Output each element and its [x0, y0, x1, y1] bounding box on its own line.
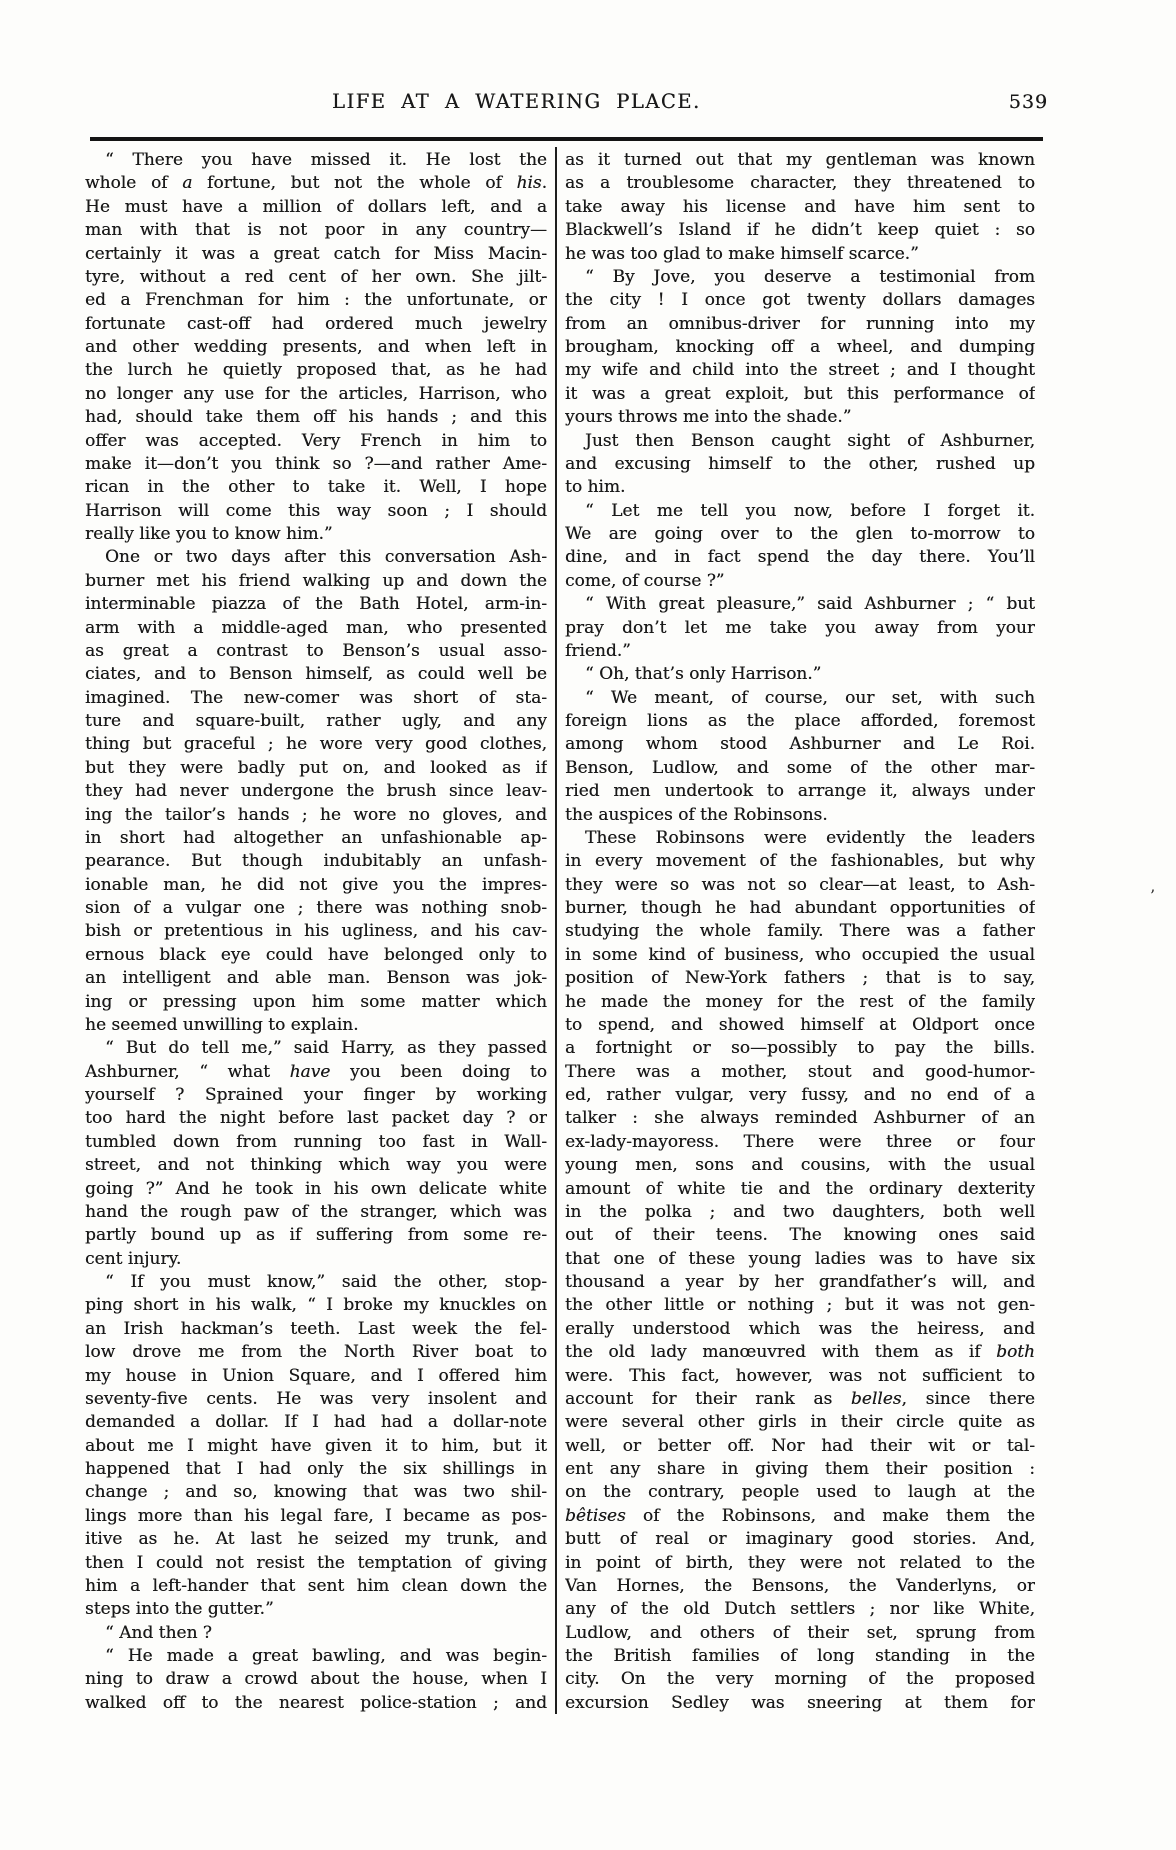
paragraph	[85, 546, 547, 1037]
text-line: among whom stood Ashburner and Le Roi.	[565, 734, 1035, 755]
text-line: He must have a million of dollars left, and a	[85, 196, 547, 217]
paragraph	[85, 1271, 547, 1622]
text-line: account for their rank as belles, since there	[565, 1388, 1035, 1409]
paragraph	[85, 1622, 547, 1645]
text-line: as it turned out that my gentleman was known	[565, 150, 1035, 170]
text-line: him a left-hander that sent him clean down the	[85, 1575, 547, 1596]
text-line: yourself ? Sprained your finger by working	[85, 1085, 547, 1105]
text-line: the auspices of the Robinsons.	[565, 804, 828, 825]
text-line: whole of a fortune, but not the whole of his.	[85, 173, 547, 194]
paragraph	[565, 266, 1035, 430]
text-line: come, of course ?”	[565, 570, 725, 591]
text-line: talker : she always reminded Ashburner of an	[565, 1108, 1035, 1129]
paragraph	[565, 430, 1035, 500]
text-line: take away his license and have him sent to	[565, 196, 1035, 217]
text-line: ent any share in giving them their position :	[565, 1459, 1035, 1479]
text-line: thing but graceful ; he wore very good clothes,	[85, 734, 547, 755]
text-line: pray don’t let me take you away from your	[565, 617, 1035, 638]
text-line: well, or better off. Nor had their wit or tal-	[565, 1435, 1035, 1456]
text-line: arm with a middle-aged man, who presented	[85, 617, 547, 638]
text-column-left	[85, 149, 547, 1715]
text-line: on the contrary, people used to laugh at the	[565, 1482, 1035, 1503]
text-line: the lurch he quietly proposed that, as he had	[85, 360, 547, 381]
text-line: in short had altogether an unfashionable ap-	[85, 827, 547, 848]
text-line: “ With great pleasure,” said Ashburner ; “ but	[585, 594, 1035, 615]
paragraph	[565, 687, 1035, 827]
text-line: ionable man, he did not give you the impres-	[85, 874, 547, 895]
text-line: Ludlow, and others of their set, sprung from	[565, 1622, 1035, 1643]
text-line: the city ! I once got twenty dollars damages	[565, 290, 1035, 311]
text-line: “ Oh, that’s only Harrison.”	[585, 664, 822, 685]
running-title: LIFE AT A WATERING PLACE.	[332, 90, 701, 113]
text-line: pearance. But though indubitably an unfash-	[85, 851, 547, 872]
text-line: position of New-York fathers ; that is to say,	[565, 968, 1035, 989]
text-line: brougham, knocking off a wheel, and dumping	[565, 337, 1035, 357]
page-number: 539	[1008, 91, 1048, 113]
text-line: were several other girls in their circle quite as	[565, 1412, 1035, 1433]
text-line: butt of real or imaginary good stories. And,	[565, 1529, 1035, 1550]
text-line: seventy-five cents. He was very insolent and	[85, 1388, 547, 1409]
text-line: but they were badly put on, and looked as if	[85, 757, 547, 778]
text-line: “ There you have missed it. He lost the	[105, 150, 547, 170]
text-line: they were so was not so clear—at least, to Ash-	[565, 874, 1035, 895]
text-line: burner met his friend walking up and down the	[85, 570, 547, 591]
text-line: “ And then ?	[105, 1622, 212, 1643]
text-line: tyre, without a red cent of her own. She jilt-	[85, 266, 547, 287]
text-line: from an omnibus-driver for running into my	[565, 313, 1035, 334]
text-line: happened that I had only the six shillings in	[85, 1459, 547, 1479]
text-line: no longer any use for the articles, Harrison, who	[85, 383, 547, 404]
text-line: rican in the other to take it. Well, I hope	[85, 477, 547, 498]
text-line: about me I might have given it to him, but it	[85, 1435, 547, 1456]
text-line: Benson, Ludlow, and some of the other mar-	[565, 757, 1035, 778]
text-line: as a troublesome character, they threatened to	[565, 173, 1035, 194]
text-line: lings more than his legal fare, I became as pos-	[85, 1505, 547, 1526]
text-line: really like you to know him.”	[85, 524, 333, 544]
text-line: were. This fact, however, was not sufficient to	[565, 1365, 1035, 1386]
paragraph	[85, 149, 547, 546]
text-line: ing the tailor’s hands ; he wore no gloves, and	[85, 804, 547, 825]
text-line: that one of these young ladies was to have six	[565, 1248, 1035, 1269]
text-line: an intelligent and able man. Benson was jok-	[85, 968, 547, 989]
text-line: sion of a vulgar one ; there was nothing snob-	[85, 898, 547, 918]
text-line: yours throws me into the shade.”	[565, 407, 852, 428]
text-line: “ We meant, of course, our set, with such	[585, 687, 1035, 708]
text-line: had, should take them off his hands ; and this	[85, 407, 547, 428]
text-line: ed, rather vulgar, very fussy, and no end of a	[565, 1085, 1035, 1105]
text-line: ciates, and to Benson himself, as could well be	[85, 664, 547, 685]
text-line: ernous black eye could have belonged only to	[85, 944, 547, 965]
text-line: partly bound up as if suffering from some re-	[85, 1225, 547, 1246]
text-line: thousand a year by her grandfather’s will, and	[565, 1272, 1035, 1292]
text-line: city. On the very morning of the proposed	[565, 1669, 1035, 1690]
text-line: the British families of long standing in the	[565, 1646, 1035, 1666]
text-line: ture and square-built, rather ugly, and any	[85, 711, 547, 731]
text-line: Ashburner, “ what have you been doing to	[85, 1061, 547, 1082]
text-line: dine, and in fact spend the day there. You’ll	[565, 547, 1035, 568]
paragraph	[565, 827, 1035, 1715]
text-line: These Robinsons were evidently the leaders	[585, 827, 1035, 848]
text-line: he seemed unwilling to explain.	[85, 1014, 359, 1035]
text-line: studying the whole family. There was a father	[565, 921, 1035, 942]
text-line: Just then Benson caught sight of Ashburner,	[585, 430, 1035, 451]
text-line: a fortnight or so—possibly to pay the bills.	[565, 1038, 1035, 1059]
text-line: cent injury.	[85, 1248, 182, 1269]
text-line: walked off to the nearest police-station ; and	[85, 1692, 547, 1713]
text-line: as great a contrast to Benson’s usual asso-	[85, 640, 547, 661]
text-line: my house in Union Square, and I offered him	[85, 1365, 547, 1386]
text-line: bish or pretentious in his ugliness, and his cav-	[85, 921, 547, 942]
column-divider	[555, 147, 557, 1714]
text-line: the old lady manœuvred with them as if both	[565, 1342, 1035, 1363]
paragraph	[565, 500, 1035, 594]
text-line: steps into the gutter.”	[85, 1599, 274, 1620]
text-line: We are going over to the glen to-morrow to	[565, 524, 1035, 544]
text-line: ried men undertook to arrange it, always under	[565, 781, 1035, 802]
text-line: One or two days after this conversation Ash-	[105, 547, 547, 568]
header-rule	[90, 137, 1043, 141]
text-line: out of their teens. The knowing ones said	[565, 1225, 1035, 1246]
text-line: “ If you must know,” said the other, stop-	[105, 1272, 547, 1292]
text-line: it was a great exploit, but this performance of	[565, 383, 1035, 404]
text-line: they had never undergone the brush since leav-	[85, 781, 547, 802]
text-line: in the polka ; and two daughters, both well	[565, 1201, 1035, 1222]
text-line: to spend, and showed himself at Oldport once	[565, 1014, 1035, 1035]
paragraph	[565, 593, 1035, 663]
text-line: he was too glad to make himself scarce.”	[565, 243, 919, 264]
text-line: ping short in his walk, “ I broke my knuckles on	[85, 1295, 547, 1316]
text-line: then I could not resist the temptation of giving	[85, 1552, 547, 1573]
text-line: street, and not thinking which way you were	[85, 1155, 547, 1176]
text-line: “ Let me tell you now, before I forget it.	[585, 500, 1035, 521]
text-line: ning to draw a crowd about the house, when I	[85, 1669, 547, 1690]
text-line: “ By Jove, you deserve a testimonial from	[585, 266, 1035, 287]
text-line: Van Hornes, the Bensons, the Vanderlyns, or	[565, 1575, 1035, 1596]
text-line: fortunate cast-off had ordered much jewelry	[85, 313, 547, 334]
text-line: in some kind of business, who occupied the usual	[565, 944, 1035, 965]
text-line: any of the old Dutch settlers ; nor like White,	[565, 1599, 1035, 1620]
text-line: hand the rough paw of the stranger, which was	[85, 1201, 547, 1222]
text-line: he made the money for the rest of the family	[565, 991, 1035, 1012]
text-line: ex-lady-mayoress. There were three or four	[565, 1131, 1035, 1152]
text-line: going ?” And he took in his own delicate white	[85, 1178, 547, 1199]
text-line: Harrison will come this way soon ; I should	[85, 500, 547, 521]
text-line: the other little or nothing ; but it was not gen-	[565, 1295, 1035, 1316]
text-line: low drove me from the North River boat to	[85, 1342, 547, 1363]
text-line: “ But do tell me,” said Harry, as they passed	[105, 1038, 547, 1059]
text-line: my wife and child into the street ; and I thought	[565, 360, 1035, 381]
text-line: change ; and so, knowing that was two shil-	[85, 1482, 547, 1503]
text-line: interminable piazza of the Bath Hotel, arm-in-	[85, 594, 547, 615]
paragraph	[85, 1037, 547, 1271]
text-line: an Irish hackman’s teeth. Last week the fel-	[85, 1318, 547, 1339]
scan-artifact-mark: ’	[1150, 886, 1156, 905]
text-line: man with that is not poor in any country—	[85, 220, 547, 241]
text-line: tumbled down from running too fast in Wall-	[85, 1131, 547, 1152]
text-line: make it—don’t you think so ?—and rather Ame-	[85, 453, 547, 474]
text-line: young men, sons and cousins, with the usual	[565, 1155, 1035, 1176]
text-line: too hard the night before last packet day ? or	[85, 1108, 547, 1129]
text-line: and other wedding presents, and when left in	[85, 337, 547, 357]
text-line: offer was accepted. Very French in him to	[85, 430, 547, 451]
text-line: demanded a dollar. If I had had a dollar-note	[85, 1412, 547, 1433]
text-column-right	[565, 149, 1035, 1715]
paragraph	[565, 663, 1035, 686]
text-line: ing or pressing upon him some matter which	[85, 991, 547, 1012]
text-line: foreign lions as the place afforded, foremost	[565, 711, 1035, 731]
text-line: excursion Sedley was sneering at them for	[565, 1692, 1035, 1713]
paragraph	[85, 1645, 547, 1715]
text-line: “ He made a great bawling, and was begin-	[105, 1646, 547, 1666]
text-line: in point of birth, they were not related to the	[565, 1552, 1035, 1573]
text-line: burner, though he had abundant opportunities of	[565, 898, 1035, 918]
text-line: to him.	[565, 477, 626, 498]
text-line: and excusing himself to the other, rushed up	[565, 453, 1035, 474]
text-line: itive as he. At last he seized my trunk, and	[85, 1529, 547, 1550]
text-line: There was a mother, stout and good-humor-	[565, 1061, 1035, 1082]
text-line: ed a Frenchman for him : the unfortunate, or	[85, 290, 547, 311]
text-line: imagined. The new-comer was short of sta-	[85, 687, 547, 708]
paragraph	[565, 149, 1035, 266]
text-line: certainly it was a great catch for Miss Macin-	[85, 243, 547, 264]
text-line: Blackwell’s Island if he didn’t keep quiet : so	[565, 220, 1035, 241]
text-line: friend.”	[565, 640, 631, 661]
text-line: in every movement of the fashionables, but why	[565, 851, 1035, 872]
text-line: amount of white tie and the ordinary dexterity	[565, 1178, 1035, 1199]
text-line: bêtises of the Robinsons, and make them the	[565, 1505, 1035, 1526]
text-line: erally understood which was the heiress, and	[565, 1318, 1035, 1339]
